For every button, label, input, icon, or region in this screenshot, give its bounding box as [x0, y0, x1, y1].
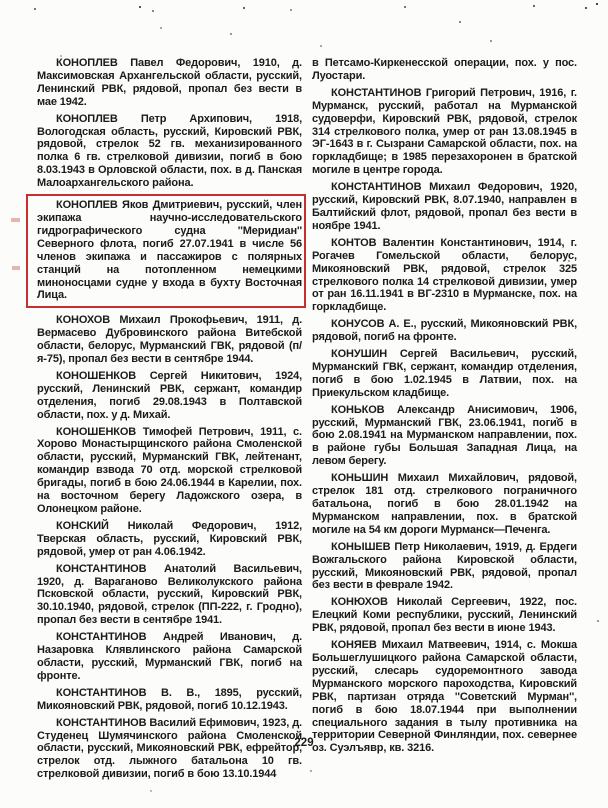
- entry-name: КОНОХОВ Михаил Прокофьевич,: [56, 314, 248, 327]
- entry-separator: [538, 404, 550, 416]
- entry-text: 1910, д. Максимовская Архангельской области, русский, Ленинский РВК, рядовой, пропал без вести в мае 1942.: [37, 57, 302, 108]
- entry-separator: [519, 472, 529, 484]
- entry-text: 1916, г. Мурманск, русский, работал на Мурманской судоверфи, Кировский РВК, рядовой, стрелок 314 стрелкового полка, умер от ран 13.08.1945 в ЭГ-1643 в г. Сызрани Самарской области, пох. на горкладбище; в 1985 перезахоронен в братской могиле в центре города.: [312, 86, 577, 177]
- entry-name: КОНСТАНТИНОВ Григорий Петрович,: [331, 86, 535, 99]
- memorial-entry: [37, 314, 302, 366]
- entry-name: КОНСТАНТИНОВ Михаил Федорович,: [331, 181, 543, 194]
- entry-name: КОНТОВ Валентин Константинович,: [331, 236, 532, 249]
- entry-name: КОНУШИН Сергей Васильевич,: [331, 348, 519, 361]
- memorial-entry: [312, 541, 577, 593]
- memorial-entry: [37, 113, 302, 190]
- entry-name: КОНОШЕНКОВ Тимофей Петрович,: [56, 425, 254, 438]
- memorial-entry: [37, 370, 302, 422]
- entry-text: русский, Микояновский РВК, рядовой, погиб на фронте.: [312, 318, 578, 344]
- entry-text: русский, член экипажа научно-исследовательского гидрографического судна ''Меридиан'' Северного флота, погиб 27.07.1941 в числе 56 членов экипажа и пассажиров с полярных станций на потопленном немецкими миноносцами судне у входа в бухту Восточная Лица.: [37, 199, 302, 302]
- entry-text: русский, Мурманский ГВК, сержант, командир отделения, погиб в бою 1.02.1945 в Латвии, пох. на Приекульском кладбище.: [312, 348, 577, 399]
- entry-separator: [240, 57, 253, 69]
- memorial-entry: [312, 404, 577, 469]
- entry-separator: [252, 113, 275, 125]
- scan-noise: [0, 0, 2, 2]
- memorial-entry: [37, 57, 302, 109]
- right-column: [312, 57, 577, 759]
- entry-name: КОНУСОВ А. Е.,: [331, 318, 417, 331]
- entry-separator: [542, 181, 550, 193]
- entry-name: КОНЯЕВ Михаил Матвеевич,: [331, 639, 490, 652]
- entry-text: 1914, с. Мокша Большеглушицкого района Самарской области, русский, слесарь судоремонтного завода Мурманского морского пароходства, Кировский РВК, партизан отряда ''Советский Мурман'', погиб в бою 18.07.1944 при выполнении специального задания в тылу противника на территории Северной Финляндии, пох. севернее оз. Суэлъявр, кв. 3216.: [312, 639, 578, 755]
- entry-text: 1911, с. Хорово Монастырщинского района Смоленской области, русский, Мурманский ГВК, лейтенант, командир взвода 70 отд. морской стрелковой бригады, погиб в бою 24.06.1944 в Карелии, пох. на восточном берегу Ладожского озера, в Олонецком районе.: [37, 425, 302, 515]
- entry-name: КОНЬШИН Михаил Михайлович,: [331, 472, 519, 485]
- memorial-entry: [312, 87, 577, 177]
- pen-mark: [12, 266, 20, 270]
- entry-separator: [519, 348, 532, 360]
- memorial-entry: [37, 631, 302, 683]
- entry-name: КОНОПЛЕВ Яков Дмитриевич,: [56, 199, 223, 212]
- entry-name: КОНОПЛЕВ Петр Архипович,: [56, 112, 252, 125]
- entry-text: в Петсамо-Киркенесской операции, пох. у пос. Луостари.: [312, 57, 577, 82]
- memorial-entry: [312, 237, 577, 314]
- entry-name: КОНСКИЙ Николай Федорович,: [56, 519, 257, 532]
- memorial-entry: [37, 520, 302, 559]
- pen-mark: [11, 218, 20, 222]
- entry-text: 1920, д. Вараганово Великолукского района Псковской области, русский, Кировский РВК, 30.10.1940, рядовой, стрелок (ПП-222, г. Гродно), пропал без вести в сентябре 1941.: [37, 575, 302, 627]
- entry-text: рядовой, стрелок 181 отд. стрелкового пограничного батальона, погиб в бою 28.01.1942 на Мурманском направлении, пох. в братской могиле на 54 км дороги Мурманск—Печенга.: [312, 472, 577, 536]
- entry-text: 1920, русский, Кировский РВК, 8.07.1940, направлен в Балтийский флот, рядовой, пропал без вести в ноябре 1941.: [312, 181, 578, 232]
- entry-text: 1922, пос. Елецкий Коми республики, русский, Ленинский РВК, рядовой, пропал без вести в июне 1943.: [312, 596, 577, 635]
- left-column: [37, 57, 302, 785]
- entry-text: 1911, д. Вермасево Дубровинского района Витебской области, белорус, Мурманский ГВК, рядовой (п/я-75), пропал без вести в сентябре 1944.: [37, 314, 302, 366]
- entry-separator: [510, 596, 519, 608]
- entry-text: д. Назаровка Клявлинского района Самарской области, русский, Мурманский ГВК, погиб на фронте.: [37, 631, 303, 682]
- page-number: 229: [294, 737, 314, 749]
- entry-text: 1923, д. Студенец Шумячинского района Смоленской области, русский, Микояновский РВК, ефрейтор, стрелок отд. лыжного батальона 10 гв. стрелковой дивизии, погиб в бою 13.10.1944: [37, 716, 302, 781]
- memorial-entry: [37, 687, 302, 713]
- memorial-entry: [312, 596, 577, 635]
- memorial-entry: [37, 426, 302, 516]
- entry-name: КОНЫШЕВ Петр Николаевич,: [331, 540, 492, 553]
- highlighted-entry: [26, 194, 306, 308]
- entry-name: КОНСТАНТИНОВ Василий Ефимович,: [56, 716, 260, 729]
- entry-text: 1895, русский, Микояновский РВК, рядовой, погиб 10.12.1943.: [37, 686, 302, 712]
- entry-text: 1906, русский, Мурманский ГВК, 23.06.1941, погиб в бою 2.08.1941 на Мурманском направлении, пох. в районе губы Большая Западная Лица, на левом берегу.: [312, 403, 577, 468]
- entry-separator: [247, 314, 256, 326]
- entry-text: 1912, Тверская область, русский, Кировский РВК, рядовой, умер от ран 4.06.1942.: [37, 519, 303, 558]
- entry-separator: [256, 520, 275, 532]
- entry-name: КОНСТАНТИНОВ Андрей Иванович,: [56, 631, 276, 644]
- entry-separator: [276, 631, 292, 643]
- entry-name: КОНОПЛЕВ Павел Федорович,: [56, 57, 241, 69]
- memorial-entry: [312, 472, 577, 537]
- entry-name: КОНСТАНТИНОВ Анатолий Васильевич,: [56, 562, 302, 575]
- entry-text: 1924, русский, Ленинский РВК, сержант, командир отделения, погиб 29.08.1943 в Полтавской области, пох. у д. Михай.: [37, 369, 303, 421]
- memorial-entry: [312, 348, 577, 400]
- entry-name: КОНЮХОВ Николай Сергеевич,: [331, 596, 511, 609]
- entry-text: 1919, д. Ердеги Вожгальского района Кировской области, русский, Микояновский РВК, рядовой, пропал без вести в феврале 1942.: [312, 540, 578, 592]
- entry-name: КОНОШЕНКОВ Сергей Никитович,: [56, 369, 262, 382]
- entry-name: КОНСТАНТИНОВ В. В.,: [56, 686, 201, 699]
- memorial-entry: [312, 57, 577, 83]
- memorial-entry: [312, 318, 577, 344]
- memorial-entry: [312, 181, 577, 233]
- entry-separator: [262, 370, 276, 382]
- entry-name: КОНЬКОВ Александр Анисимович,: [331, 403, 538, 416]
- entry-text: 1918, Вологодская область, русский, Кировский РВК, рядовой, стрелок 52 гв. механизированного полка 6 гв. стрелковой дивизии, погиб в бою 8.03.1943 в Орловской области, пох. в д. Панская Малоархангельского района.: [37, 112, 303, 190]
- memorial-entry: [37, 563, 302, 628]
- entry-text: 1914, г. Рогачев Гомельской области, белорус, Микояновский РВК, рядовой, стрелок 325 стрелкового полка 14 стрелковой дивизии, умер от ран 16.11.1941 в ВГ-2310 в Мурманске, пох. на горкладбище.: [312, 236, 577, 314]
- entry-separator: [200, 687, 215, 699]
